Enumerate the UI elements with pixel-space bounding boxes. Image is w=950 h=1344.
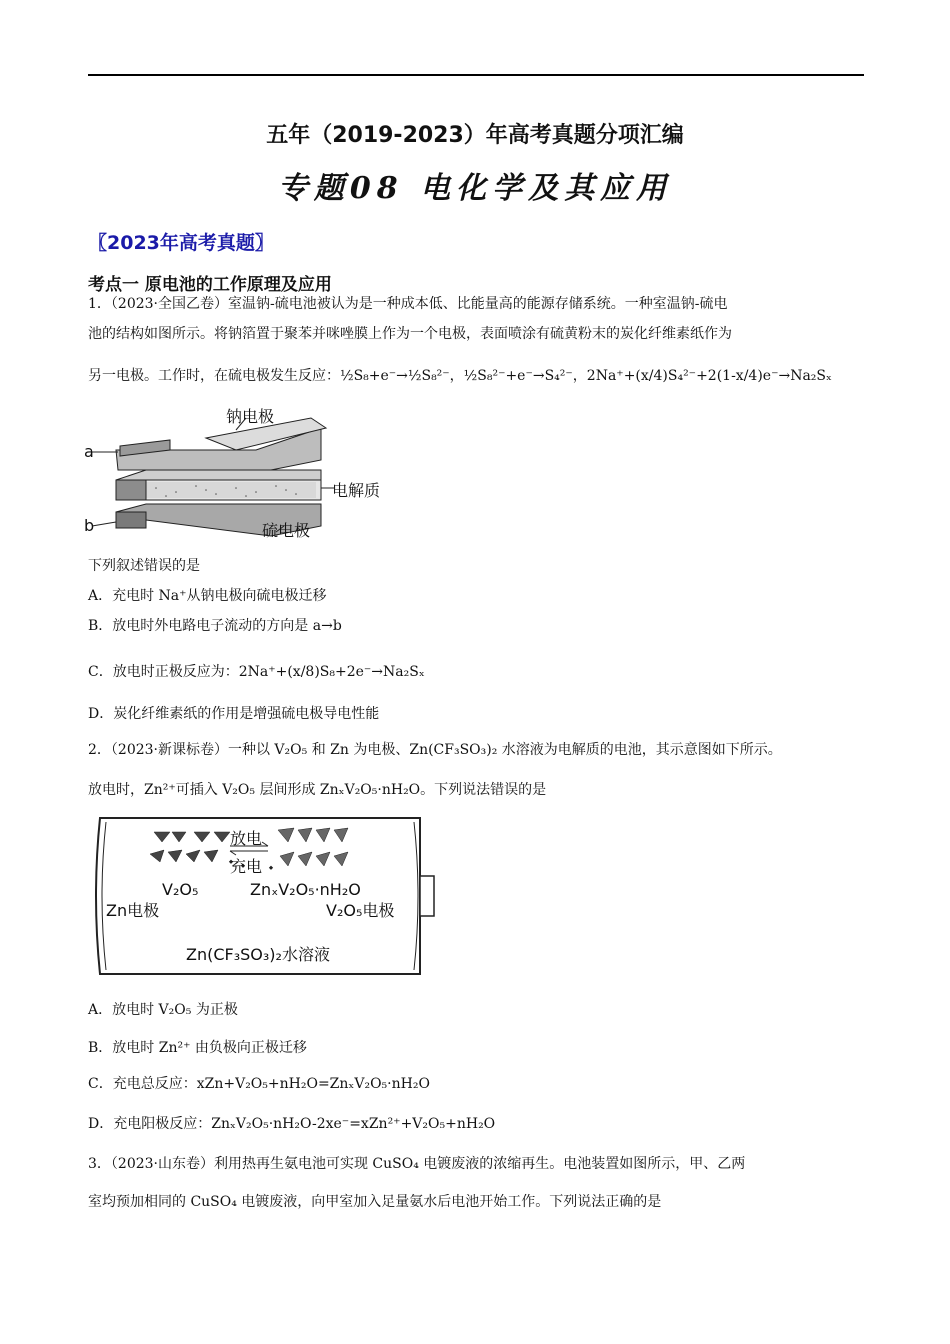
q2-line1: 2．（2023·新课标卷）一种以 V₂O₅ 和 Zn 为电极、Zn(CF₃SO₃)₂ 水溶液为电解质的电池，其示意图如下所示。 — [88, 742, 782, 758]
document-title: 五年（2019-2023）年高考真题分项汇编 — [266, 123, 684, 148]
label-charge: 充电 — [230, 857, 263, 876]
q1-option-a: A．充电时 Na⁺从钠电极向硫电极迁移 — [88, 588, 327, 604]
q1-line3: 另一电极。工作时，在硫电极发生反应：½S₈+e⁻→½S₈²⁻，½S₈²⁻+e⁻→S₄²⁻，2Na⁺+(x/4)S₄²⁻+2(1-x/4)e⁻→Na₂Sₓ — [88, 368, 832, 384]
q1-line1: 1．（2023·全国乙卷）室温钠-硫电池被认为是一种成本低、比能量高的能源存储系统。一种室温钠-硫电 — [88, 296, 728, 312]
kaodian-heading: 考点一 原电池的工作原理及应用 — [88, 275, 332, 295]
q1-stem: 下列叙述错误的是 — [88, 558, 200, 574]
label-v2o5: V₂O₅ — [162, 880, 199, 899]
label-a: a — [84, 442, 94, 461]
q2-option-c: C．充电总反应：xZn+V₂O₅+nH₂O=ZnₓV₂O₅·nH₂O — [88, 1076, 430, 1092]
q1-option-c: C．放电时正极反应为：2Na⁺+(x/8)S₈+2e⁻→Na₂Sₓ — [88, 664, 425, 680]
q1-option-d: D．炭化纤维素纸的作用是增强硫电极导电性能 — [88, 706, 380, 722]
q3-line2: 室均预加相同的 CuSO₄ 电镀废液，向甲室加入足量氨水后电池开始工作。下列说法正确的是 — [88, 1194, 662, 1210]
zn-v2o5-battery-figure — [90, 814, 440, 980]
topic-title: 专题08 电化学及其应用 — [277, 171, 673, 206]
label-b: b — [84, 516, 95, 535]
label-s-electrode: 硫电极 — [262, 521, 311, 540]
na-s-battery-figure — [86, 408, 406, 548]
top-rule — [88, 74, 864, 76]
q2-option-b: B．放电时 Zn²⁺ 由负极向正极迁移 — [88, 1040, 307, 1056]
q1-line2: 池的结构如图所示。将钠箔置于聚苯并咪唑膜上作为一个电极，表面喷涂有硫黄粉末的炭化纤维素纸作为 — [88, 326, 732, 342]
q2-option-d: D．充电阳极反应：ZnₓV₂O₅·nH₂O-2xe⁻=xZn²⁺+V₂O₅+nH₂O — [88, 1116, 496, 1132]
label-electrolyte-solution: Zn(CF₃SO₃)₂水溶液 — [186, 945, 330, 964]
label-discharge: 放电 — [230, 829, 263, 848]
label-na-electrode: 钠电极 — [226, 407, 275, 426]
label-v2o5-electrode: V₂O₅电极 — [326, 901, 395, 920]
q1-option-b: B．放电时外电路电子流动的方向是 a→b — [88, 618, 342, 634]
q2-line2: 放电时，Zn²⁺可插入 V₂O₅ 层间形成 ZnₓV₂O₅·nH₂O。下列说法错误的是 — [88, 782, 547, 798]
label-zn-electrode: Zn电极 — [106, 901, 160, 920]
label-electrolyte: 电解质 — [332, 481, 381, 500]
label-znxv2o5: ZnₓV₂O₅·nH₂O — [250, 880, 361, 899]
q3-line1: 3．（2023·山东卷）利用热再生氨电池可实现 CuSO₄ 电镀废液的浓缩再生。电池装置如图所示，甲、乙两 — [88, 1156, 746, 1172]
section-heading: 〖2023年高考真题〗 — [88, 232, 274, 254]
q2-option-a: A．放电时 V₂O₅ 为正极 — [88, 1002, 238, 1018]
